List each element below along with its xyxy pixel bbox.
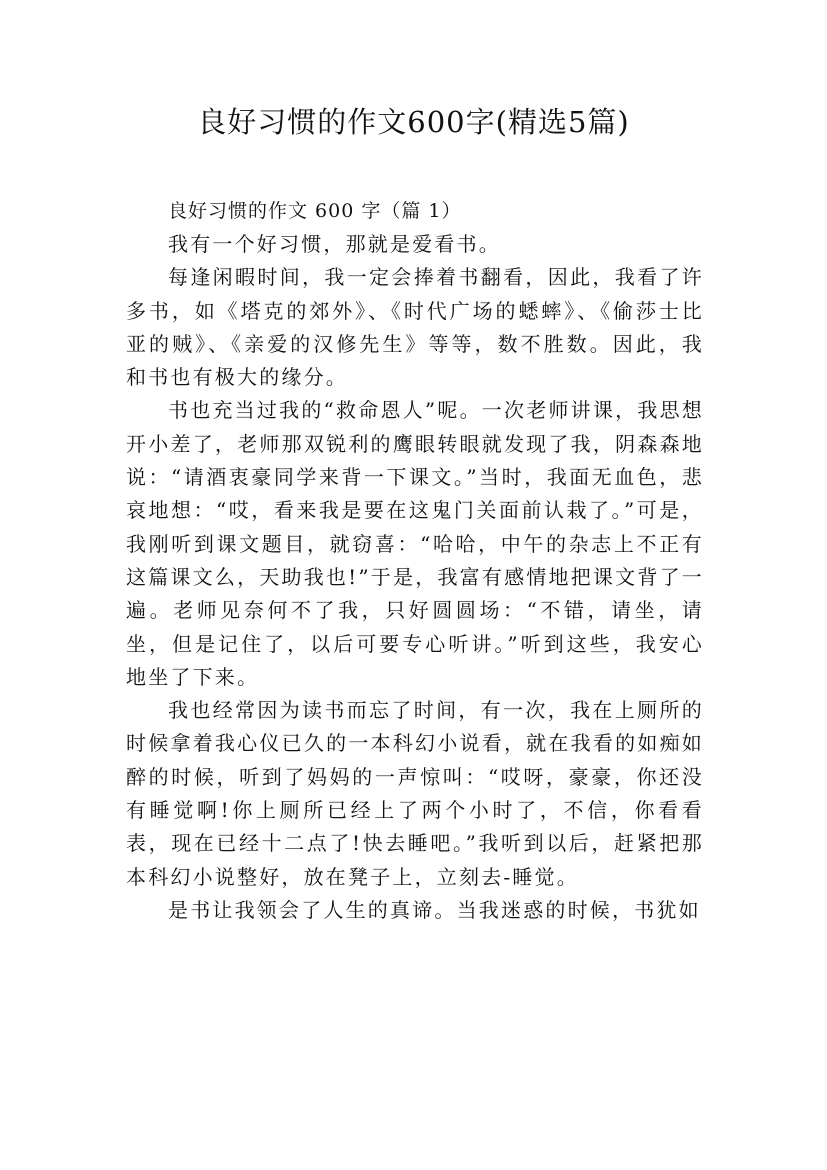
paragraph: 每逢闲暇时间，我一定会捧着书翻看，因此，我看了许多书，如《塔克的郊外》、《时代广场的蟋蟀》、《偷莎士比亚的贼》、《亲爱的汉修先生》等等，数不胜数。因此，我和书也有极大的缘分。 [126,265,704,390]
paragraph: 是书让我领会了人生的真谛。当我迷惑的时候，书犹如 [168,897,701,922]
paragraph: 我也经常因为读书而忘了时间，有一次，我在上厕所的时候拿着我心仪已久的一本科幻小说看，就在我看的如痴如醉的时候，听到了妈妈的一声惊叫：“哎呀，豪豪，你还没有睡觉啊!你上厕所已经上了两个小时了，不信，你看看表，现在已经十二点了!快去睡吧。”我听到以后，赶紧把那本科幻小说整好，放在凳子上，立刻去-睡觉。 [126,698,704,889]
paragraph: 书也充当过我的“救命恩人”呢。一次老师讲课，我思想开小差了，老师那双锐利的鹰眼转眼就发现了我，阴森森地说：“请酒衷豪同学来背一下课文。”当时，我面无血色，悲哀地想：“哎，看来我是要在这鬼门关面前认栽了。”可是，我刚听到课文题目，就窃喜：“哈哈，中午的杂志上不正有这篇课文么，天助我也!”于是，我富有感情地把课文背了一遍。老师见奈何不了我，只好圆圆场：“不错，请坐，请坐，但是记住了，以后可要专心听讲。”听到这些，我安心地坐了下来。 [126,398,704,689]
document-body [126,195,704,927]
paragraph: 我有一个好习惯，那就是爱看书。 [168,232,501,256]
document-title: 良好习惯的作文600字(精选5篇) [197,105,630,139]
section-heading: 良好习惯的作文 600 字（篇 1） [168,200,462,222]
